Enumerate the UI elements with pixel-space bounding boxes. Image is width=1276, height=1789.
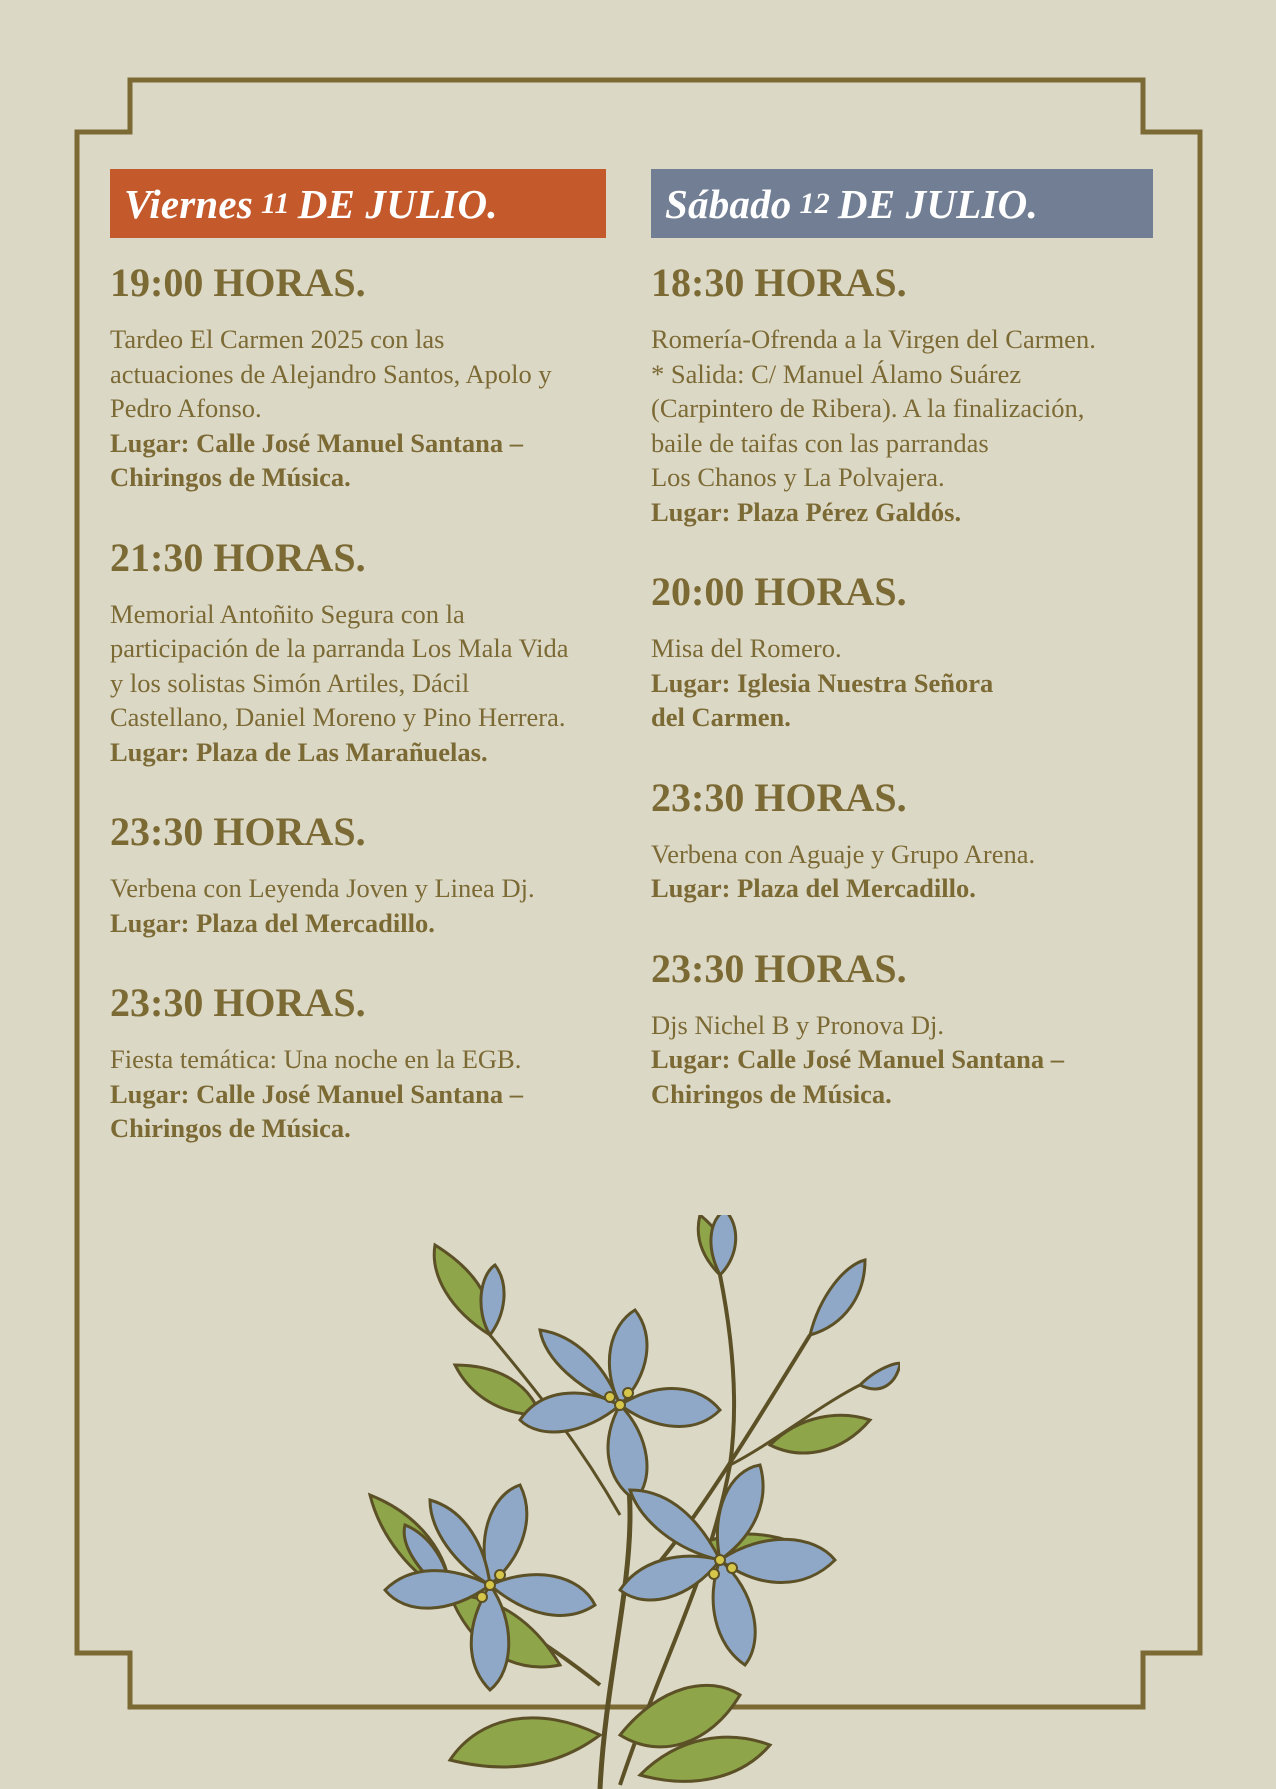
friday-event <box>110 260 610 495</box>
event-description-line: Fiesta temática: Una noche en la EGB. <box>110 1044 522 1074</box>
friday-column <box>110 169 610 1146</box>
event-place-line: Lugar: Plaza del Mercadillo. <box>110 907 435 938</box>
event-time: 18:30 HORAS. <box>651 260 907 305</box>
saturday-column <box>651 169 1151 1111</box>
event-description-line: y los solistas Simón Artiles, Dácil <box>110 667 470 698</box>
event-time: 21:30 HORAS. <box>110 534 366 580</box>
saturday-month: DE JULIO. <box>837 180 1038 227</box>
event-description-line: * Salida: C/ Manuel Álamo Suárez <box>651 358 1022 389</box>
event-time: 23:30 HORAS. <box>651 774 907 820</box>
event-place-line: Lugar: Plaza Pérez Galdós. <box>651 496 962 527</box>
event-place-line: del Carmen. <box>651 702 791 732</box>
flower-top <box>520 1310 720 1500</box>
saturday-day: Sábado <box>665 180 792 227</box>
event-description-line: Romería-Ofrenda a la Virgen del Carmen. <box>651 324 1096 354</box>
friday-event <box>110 809 610 940</box>
event-description-line: Djs Nichel B y Pronova Dj. <box>651 1009 944 1040</box>
event-description-line: actuaciones de Alejandro Santos, Apolo y <box>110 358 552 389</box>
saturday-event <box>651 260 1151 529</box>
event-description-line: Castellano, Daniel Moreno y Pino Herrera. <box>110 702 566 732</box>
event-description-line: baile de taifas con las parrandas <box>651 427 989 458</box>
event-place-line: Chiringos de Música. <box>651 1078 892 1109</box>
saturday-day-number: 12 <box>799 186 830 220</box>
friday-day: Viernes <box>124 180 253 227</box>
friday-events <box>110 260 610 1146</box>
event-description-line: Misa del Romero. <box>651 633 842 663</box>
event-time: 19:00 HORAS. <box>110 260 366 305</box>
event-description-line: (Carpintero de Ribera). A la finalización, <box>651 393 1085 423</box>
friday-header <box>110 169 606 238</box>
saturday-event <box>651 569 1151 735</box>
event-place-line: Lugar: Calle José Manuel Santana – <box>110 427 523 458</box>
event-place-line: Lugar: Calle José Manuel Santana – <box>110 1078 523 1109</box>
event-place-line: Lugar: Iglesia Nuestra Señora <box>651 667 994 698</box>
event-description-line: participación de la parranda Los Mala Vida <box>110 633 569 663</box>
event-description-line: Verbena con Aguaje y Grupo Arena. <box>651 838 1036 869</box>
event-place-line: Lugar: Calle José Manuel Santana – <box>651 1044 1064 1074</box>
saturday-event <box>651 775 1151 906</box>
event-place-line: Lugar: Plaza de Las Marañuelas. <box>110 736 488 767</box>
friday-day-number: 11 <box>261 186 290 220</box>
saturday-event <box>651 946 1151 1112</box>
event-description-line: Memorial Antoñito Segura con la <box>110 598 465 629</box>
friday-event <box>110 535 610 770</box>
flower-illustration <box>300 1215 900 1789</box>
event-place-line: Lugar: Plaza del Mercadillo. <box>651 873 976 903</box>
event-time: 23:30 HORAS. <box>110 980 366 1025</box>
event-description-line: Verbena con Leyenda Joven y Linea Dj. <box>110 873 535 903</box>
friday-month: DE JULIO. <box>297 180 498 227</box>
saturday-events <box>651 260 1151 1111</box>
event-description-line: Pedro Afonso. <box>110 393 262 423</box>
friday-event <box>110 980 610 1146</box>
event-place-line: Chiringos de Música. <box>110 1113 351 1143</box>
event-time: 23:30 HORAS. <box>651 945 907 991</box>
event-time: 20:00 HORAS. <box>651 569 907 614</box>
saturday-header <box>651 169 1153 238</box>
event-place-line: Chiringos de Música. <box>110 462 351 492</box>
event-description-line: Tardeo El Carmen 2025 con las <box>110 324 445 354</box>
flower-right <box>620 1465 835 1665</box>
event-description-line: Los Chanos y La Polvajera. <box>651 462 945 492</box>
event-time: 23:30 HORAS. <box>110 809 366 854</box>
stems-and-leaves <box>370 1215 870 1789</box>
